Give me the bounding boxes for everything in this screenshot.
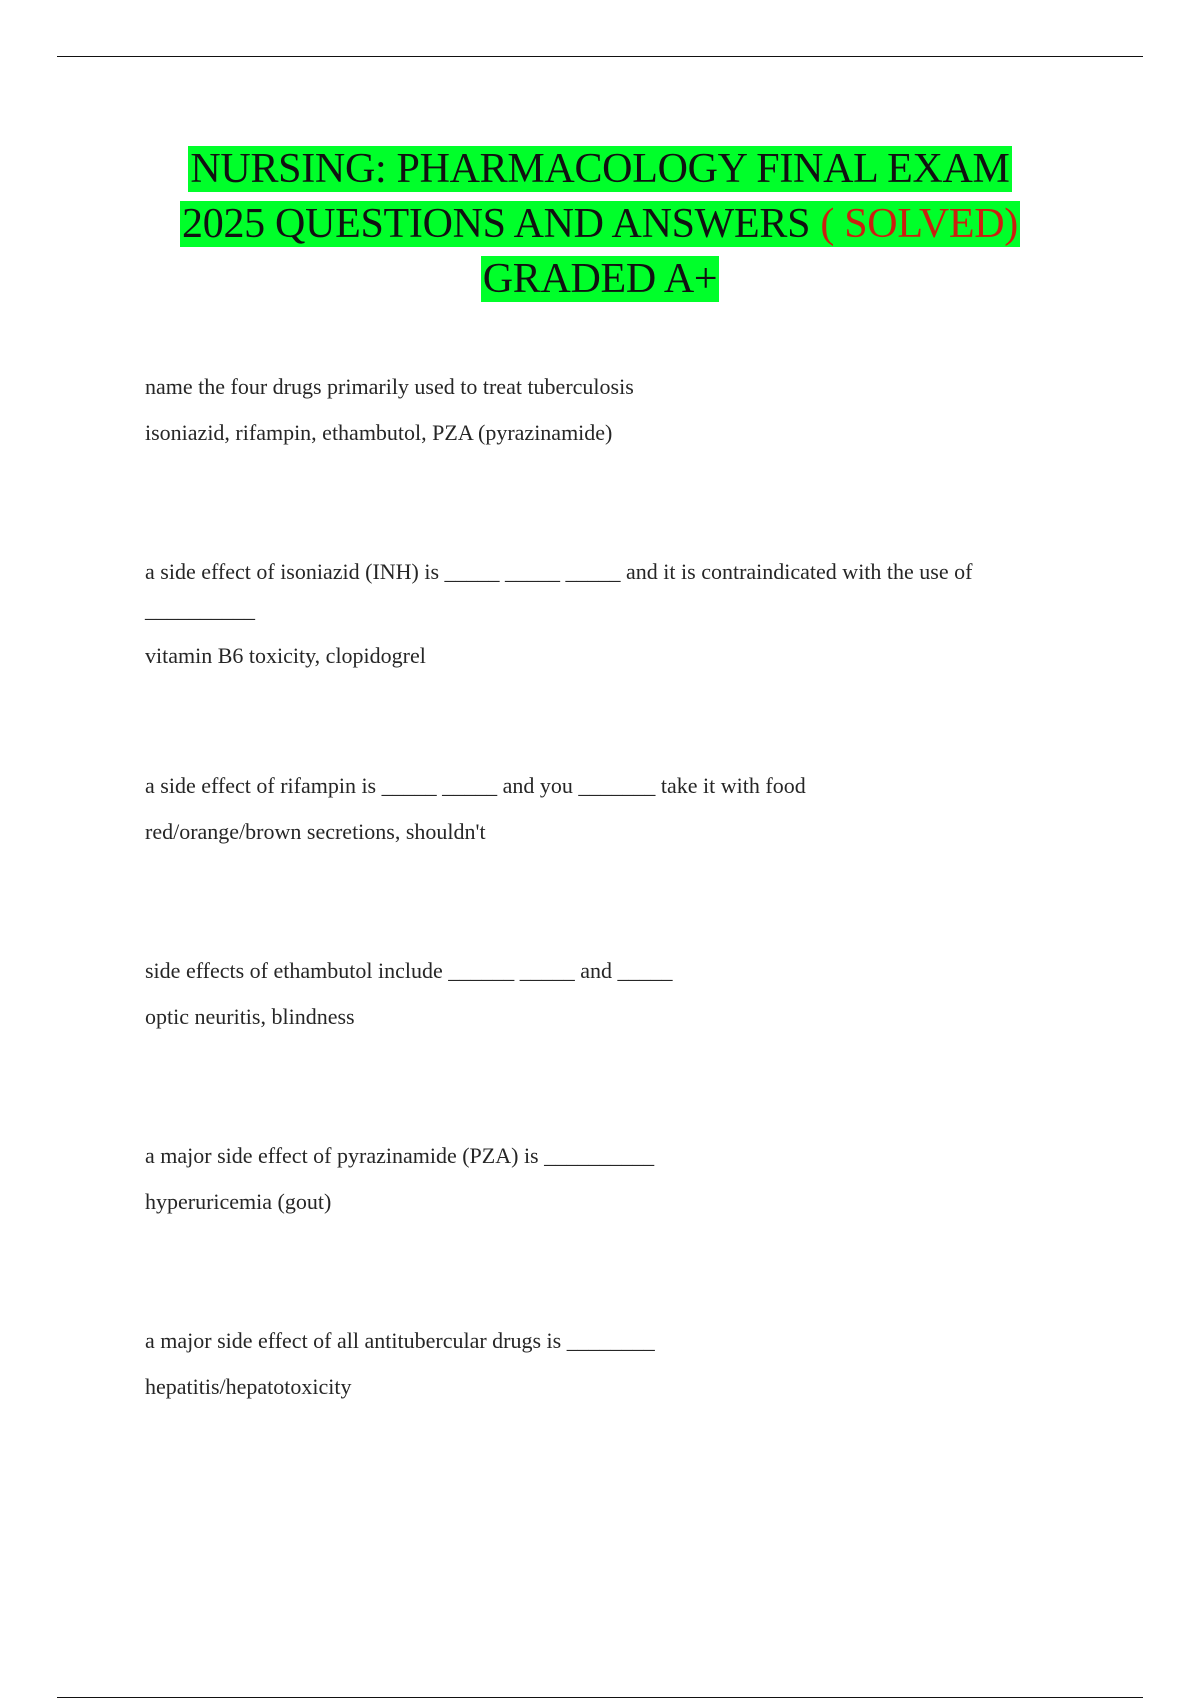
answer-text: hepatitis/hepatotoxicity	[145, 1374, 352, 1399]
title-line-1: NURSING: PHARMACOLOGY FINAL EXAM	[190, 146, 1010, 192]
bottom-rule	[57, 1697, 1143, 1698]
question-text: side effects of ethambutol include ______ _____ and _____	[145, 958, 673, 983]
qa-item	[145, 1322, 1075, 1406]
question-text: a major side effect of all antitubercular drugs is ________	[145, 1328, 655, 1353]
answer-text: isoniazid, rifampin, ethambutol, PZA (pyrazinamide)	[145, 420, 613, 445]
answer-text: hyperuricemia (gout)	[145, 1189, 332, 1214]
question-text: a side effect of isoniazid (INH) is _____ _____ _____ and it is contraindicated with the use of __________	[145, 559, 973, 622]
qa-item	[145, 952, 1075, 1036]
qa-item	[145, 767, 1075, 851]
answer-text: vitamin B6 toxicity, clopidogrel	[145, 643, 426, 668]
solved-label: ( SOLVED)	[820, 201, 1018, 247]
title-line-2-main: 2025 QUESTIONS AND ANSWERS	[182, 201, 811, 247]
question-text: a side effect of rifampin is _____ _____ and you _______ take it with food	[145, 773, 806, 798]
question-text: a major side effect of pyrazinamide (PZA) is __________	[145, 1143, 655, 1168]
question-text: name the four drugs primarily used to treat tuberculosis	[145, 374, 634, 399]
qa-item	[145, 553, 1075, 675]
title-line-2	[180, 201, 1020, 247]
answer-text: optic neuritis, blindness	[145, 1004, 355, 1029]
qa-item	[145, 368, 1075, 452]
document-title	[60, 142, 1140, 307]
qa-item	[145, 1137, 1075, 1221]
title-line-3: GRADED A+	[482, 256, 718, 302]
top-rule	[57, 56, 1143, 57]
answer-text: red/orange/brown secretions, shouldn't	[145, 819, 486, 844]
